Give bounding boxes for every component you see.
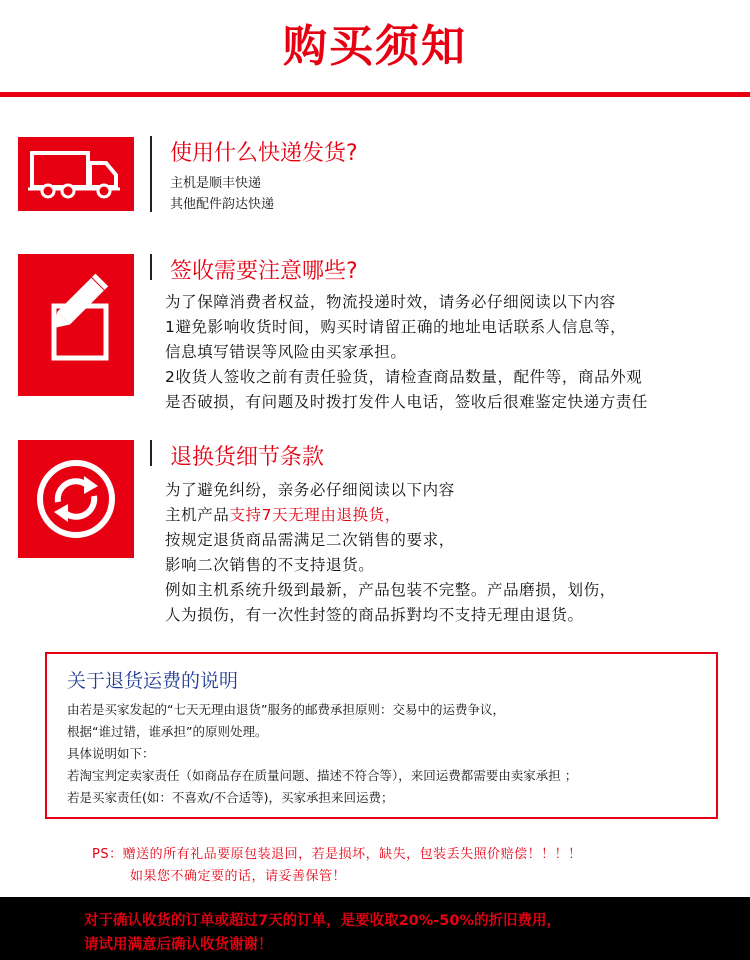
section-text: 为了避免纠纷，亲务必仔细阅读以下内容 (165, 481, 455, 499)
section-divider (150, 254, 152, 280)
section-text: 其他配件韵达快递 (170, 197, 275, 212)
section-divider (150, 440, 152, 466)
section-text: 主机是顺丰快递 (170, 176, 262, 191)
pencil-checkbox-icon (18, 254, 134, 396)
return-shipping-notice (45, 652, 718, 819)
title-divider (0, 92, 750, 97)
section-text: 为了保障消费者权益，物流投递时效，请务必仔细阅读以下内容 (165, 293, 616, 311)
return-exchange-icon (18, 440, 134, 558)
notice-text: 根据“谁过错，谁承担”的原则处理。 (67, 724, 268, 739)
section-text: 例如主机系统升级到最新，产品包装不完整。产品磨损，划伤， (165, 581, 616, 599)
section-text-row (165, 503, 401, 525)
section-text: 按规定退货商品需满足二次销售的要求， (165, 531, 455, 549)
footer-text: 请试用满意后确认收货谢谢！ (84, 937, 273, 953)
footer-text: 对于确认收货的订单或超过7天的订单，是要收取20%-50%的折旧费用， (84, 913, 562, 929)
notice-title: 关于退货运费的说明 (67, 670, 239, 692)
section-text: 主机产品 (165, 506, 230, 524)
section-title-signing: 签收需要注意哪些? (170, 259, 358, 284)
notice-text: 若是买家责任(如：不喜欢/不合适等)，买家承担来回运费； (67, 790, 394, 805)
ps-note: PS：赠送的所有礼品要原包装退回，若是损坏，缺失，包装丢失照价赔偿！！！！ (92, 847, 582, 862)
notice-text: 由若是买家发起的“七天无理由退货”服务的邮费承担原则：交易中的运费争议， (67, 702, 505, 717)
section-text: 是否破损，有问题及时拨打发件人电话，签收后很难鉴定快递方责任 (165, 393, 649, 411)
page-title: 购买须知 (283, 21, 467, 72)
highlight-7day-return: 支持7天无理由退换货， (229, 506, 401, 524)
ps-note-2: 如果您不确定要的话，请妥善保管！ (130, 869, 347, 884)
section-text: 2收货人签收之前有责任验货，请检查商品数量，配件等，商品外观 (165, 368, 643, 386)
section-divider (150, 136, 152, 212)
section-text: 影响二次销售的不支持退货。 (165, 556, 375, 574)
notice-text: 若淘宝判定卖家责任（如商品存在质量问题、描述不符合等），来回运费都需要由卖家承担 ； (67, 768, 578, 783)
footer-banner (0, 897, 750, 960)
section-text: 信息填写错误等风险由买家承担。 (165, 343, 407, 361)
truck-icon (18, 137, 134, 211)
section-text: 人为损伤，有一次性封签的商品拆對均不支持无理由退货。 (165, 606, 584, 624)
notice-text: 具体说明如下： (67, 746, 155, 761)
section-text: 1避免影响收货时间，购买时请留正确的地址电话联系人信息等， (165, 318, 627, 336)
section-title-returns: 退换货细节条款 (170, 445, 325, 470)
section-title-shipping: 使用什么快递发货? (170, 141, 358, 166)
